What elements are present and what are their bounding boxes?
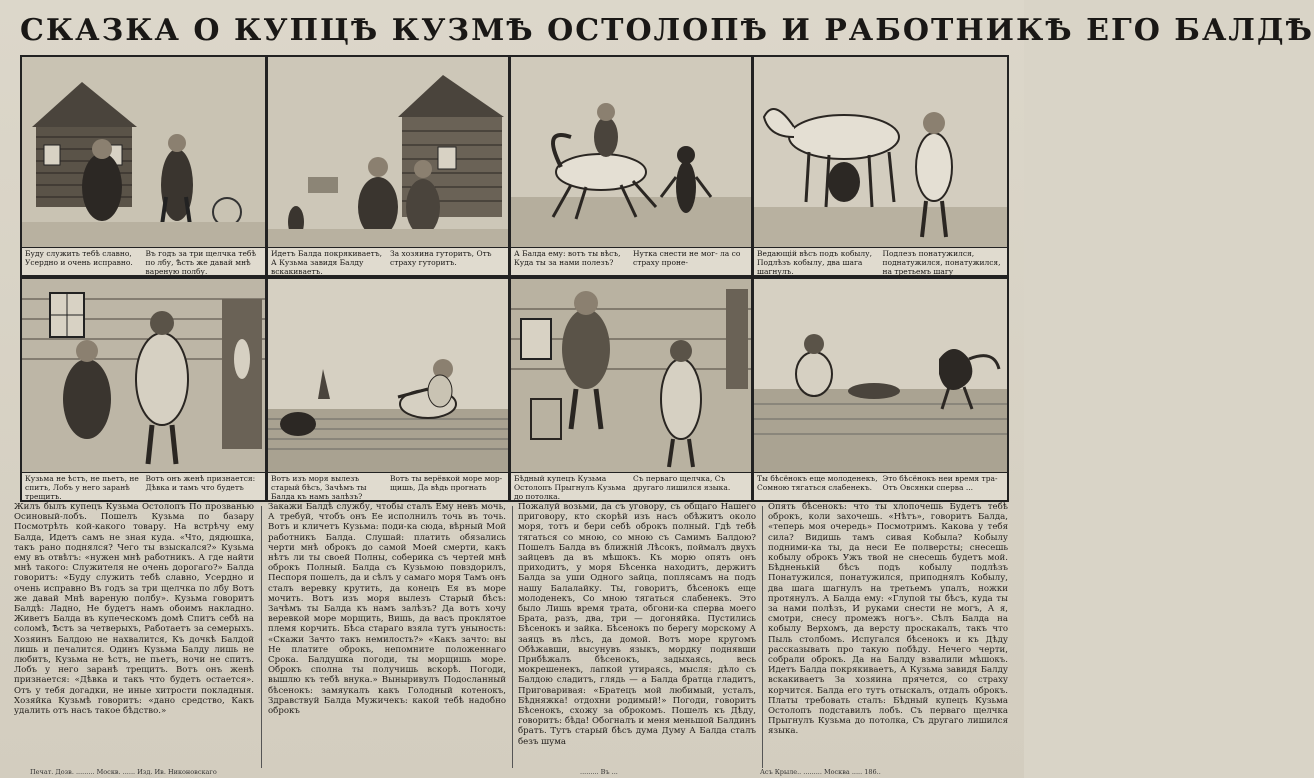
panel-2-illustration	[268, 57, 508, 247]
text-column-1: Жилъ былъ купецъ Кузьма Остолопъ По прозванью Осиновый-лобъ. Пошелъ Кузьма по базару Посмотрѣть кой-какого товару. На встрѣчу ему Балда, Идетъ самъ не зная куда. «Что, дядюшка, такъ рано поднялся? Чего ты взыскался?» Кузьма ему въ отвѣтъ: «нужен мнѣ работникъ. А где найти мнѣ такого: Служителя не очень дорогаго?» Балда говоритъ: «Буду служить тебѣ славно, Усердно и очень исправно Въ годъ за три щелчка по лбу Вотъ же давай Мнѣ вареную полбу». Кузьма говоритъ Балдѣ: Ладно, Не будетъ намъ обоимъ накладно. Живетъ Балда въ купеческомъ домѣ Спитъ себѣ на соломѣ, Ѣстъ за четверыхъ, Работаетъ за семерыхъ. Хозяинъ Балдою не нахвалится, Къ дочкѣ Балдой лишь и печалится. Одинъ Кузьма Балду лишь не любитъ, Кузьма не ѣстъ, не пьетъ, ночи не спитъ. Лобъ у него заранѣ трещитъ. Вотъ онъ женѣ признается: «Дѣвка и такъ что будетъ остается». Отъ у тебя догадки, не иные хитрости покладныя. Хозяйка Кузьмѣ говоритъ: «дано средство, Какъ удалить отъ насъ такое бѣдство.»	[14, 502, 254, 717]
panel-6-illustration	[268, 279, 508, 472]
panel-3-caption-right: Нутка снести не мог- ла со страху проне-	[633, 249, 741, 267]
text-column-4: Опять бѣсенокъ: что ты хлопочешь Будетъ тебѣ оброкъ, коли захочешь. «Нѣтъ», говоритъ Балда, «теперь моя очередь» Посмотримъ. Какова у тебя сила? Видишь тамъ сивая Кобыла? Кобылу подними-ка ты, да неси Ее полверсты; снесешь кобылу оброкъ Ужъ твой не снесешь будетъ мой. Бѣдненькій бѣсъ подъ кобылу подлѣзъ Понатужился, понатужился, приподнялъ Кобылу, два шага шагнулъ на третьемъ упалъ, ножки протянулъ. А Балда ему: «Глупой ты бѣсъ, куда ты за нами полѣзъ, И руками снести не могъ, А я, смотри, снесу промежъ ногъ». Сѣлъ Балда на кобылу Верхомъ, да версту проскакалъ, такъ что Пыль столбомъ. Испугался бѣсенокъ и къ Дѣду рассказывать про такую побѣду. Нечего черти, собрали оброкъ. Да на Балду взвалили мѣшокъ. Идетъ Балда покрякиваетъ, А Кузьма завидя Балду вскакиваетъ За хозяина прячется, со страху корчится. Балда его тутъ отыскалъ, отдалъ оброкъ. Платы требовать сталъ: Бѣдный купецъ Кузьма Остолопъ подставилъ лобъ. Съ перваго щелчка Прыгнулъ Кузьма до потолка, Съ другаго лишился языка.	[768, 502, 1008, 737]
panel-1-illustration	[22, 57, 265, 247]
panel-4	[752, 55, 1009, 277]
panel-8	[752, 277, 1009, 502]
panel-3	[509, 55, 753, 277]
panel-4-caption-right: Подлезъ понатужился, поднатужился, понатужился, на третьемъ шагу	[882, 249, 1001, 276]
text-column-2: Закажи Балдѣ службу, чтобы сталъ Ему невъ мочь, А требуй, чтобъ онъ Ее исполнилъ точь въ точь. Вотъ и кличетъ Кузьма: поди-ка сюда, вѣрный Мой работникъ Балда. Слушай: платить обязались черти мнѣ оброкъ до самой Моей смерти, какъ нѣтъ ли ты своей Полны, соберика съ чертей мнѣ оброкъ Полный. Балда съ Кузьмою повздорилъ, Песпоря пошелъ, да и сѣлъ у самаго моря Тамъ онъ сталъ веревку крутить, да конецъ Ея въ море мочить. Вотъ изъ моря вылезъ Старый бѣсъ: Зачѣмъ ты Балда къ намъ залѣзъ? Да вотъ хочу веревкой море морщить, Вишь, да васъ проклятое племя корчить. Бѣса стараго взяла тутъ уныность: «Скажи Зачто такъ немилость?» «Какъ зачто: вы Не платите оброкъ, непомните положеннаго Срока. Балдушка погоди, ты морщишь море. Оброкъ сполна ты получишь вскорѣ. Погоди, вышлю къ тебѣ внука.» Выныривулъ Подосланный бѣсенокъ: замяукалъ какъ Голодный котенокъ, Здравствуй Балда Мужичекъ: какой тебѣ надобно оброкъ	[268, 502, 506, 717]
panel-4-illustration	[754, 57, 1007, 247]
panel-7-caption-right: Съ перваго щелчка, Съ другаго лишился языка.	[633, 474, 731, 492]
panel-5	[20, 277, 267, 502]
panel-1	[20, 55, 267, 277]
panel-8-caption-left: Ты бѣсёнокъ еще молоденекъ, Сомною тягаться слабенекъ.	[757, 474, 878, 492]
panel-7	[509, 277, 753, 502]
panel-8-caption	[754, 472, 1007, 500]
panel-6-caption-right: Вотъ ты верёвкой море мор- щишь, Да вѣдь прогнать	[390, 474, 503, 492]
panel-5-caption	[22, 472, 265, 500]
panel-5-caption-left: Кузьма не ѣстъ, не пьетъ, не спитъ, Лобъ у него заранѣ трещитъ.	[25, 474, 139, 501]
imprint-note-3: ......... Въ ...	[580, 768, 618, 776]
panel-7-caption-left: Бѣдный купецъ Кузьма Остолопъ Прыгнулъ Кузьма до потолка.	[514, 474, 626, 501]
panel-2-caption	[268, 247, 508, 275]
panel-1-caption-left: Буду служить тебѣ славно, Усердно и очень исправно.	[25, 249, 133, 267]
imprint-note-4: Асъ Крыле.. ......... Москва ..... 186..	[760, 768, 881, 776]
panel-2	[266, 55, 510, 277]
text-columns	[14, 502, 1010, 774]
panel-4-caption-left: Ведающій вѣсъ подъ кобылу, Подлѣзъ кобылу, два шага шагнулъ.	[757, 249, 872, 276]
panel-1-caption-right: Въ годъ за три щелчка тебѣ по лбу, Ѣсть же давай мнѣ вареную полбу.	[145, 249, 256, 276]
panel-3-caption	[511, 247, 751, 275]
panel-7-caption	[511, 472, 751, 500]
panel-6-caption-left: Вотъ изъ моря вылезъ старый бѣсъ, Зачѣмъ ты Балда къ намъ залѣзъ?	[271, 474, 367, 501]
panel-8-caption-right: Это бѣсёнокъ неи время тра- Отъ Овсянки сперва ...	[882, 474, 998, 492]
panel-6-caption	[268, 472, 508, 500]
panel-2-caption-left: Идетъ Балда покрякиваетъ, А Кузьма завидя Балду вскакиваетъ.	[271, 249, 382, 276]
panel-1-caption	[22, 247, 265, 275]
panel-8-illustration	[754, 279, 1007, 472]
panel-2-caption-right: За хозяина гуторитъ, Отъ страху гуторитъ.	[390, 249, 492, 267]
illustration-grid	[20, 55, 1005, 501]
imprint-note-1: Печат. Дозв. ......... Москв. ...... Изд. Ив. Никоновскаго	[30, 768, 217, 776]
text-column-3: Пожалуй возьми, да съ уговору, съ общаго Нашего приговору, кто скорѣй изъ насъ обѣжитъ около моря, тотъ и бери себѣ оброкъ полный. Гдѣ тебѣ тягаться со мною, со мною съ Самимъ Балдою? Пошелъ Балда въ ближній Лѣсокъ, поймалъ двухъ зайцевъ да въ мѣшокъ. Къ морю опять онъ приходитъ, у моря Бѣсенка находитъ, держитъ Балда за уши Одного зайца, поплясамъ на подъ нашу Балалайку. Ты, говоритъ, бѣсенокъ еще молоденекъ, Со мною тягаться слабенекъ. Это было Лишь время трата, обгони-ка сперва моего Брата, разъ, два, три — догоняйка. Пустились Бѣсенокъ и зайка. Бѣсенокъ по берегу морскому А заяцъ въ лѣсъ, да домой. Вотъ море кругомъ Обѣжавши, высунувъ языкъ, мордку поднявши Прибѣжалъ бѣсенокъ, задыхаясь, весь мокрешенекъ, лапкой утираясь, мысля: дѣло съ Балдою сладитъ, глядь — а Балда братца гладитъ, Приговаривая: «Братецъ мой любимый, усталъ, Бѣдняжка! отдохни родимый!» Погоди, говоритъ Бѣсенокъ, схожу за оброкомъ. Пошелъ къ Дѣду, говоритъ: бѣда! Обогналъ и меня меньшой Балдинъ братъ. Тутъ старый бѣсъ дума Думу А Балда сталъ безъ шума	[518, 502, 756, 747]
panel-6	[266, 277, 510, 502]
panel-5-caption-right: Вотъ онъ женѣ признается: Дѣвка и тамъ что будетъ	[145, 474, 256, 492]
panel-7-illustration	[511, 279, 751, 472]
panel-5-illustration	[22, 279, 265, 472]
panel-3-illustration	[511, 57, 751, 247]
column-divider	[261, 506, 262, 768]
column-divider	[512, 506, 513, 768]
panel-4-caption	[754, 247, 1007, 275]
page-title: СКАЗКА О КУПЦѢ КУЗМѢ ОСТОЛОПѢ И РАБОТНИКѢ ЕГО БАЛДѢ	[20, 13, 1314, 48]
panel-3-caption-left: А Балда ему: вотъ ты вѣсъ, Куда ты за нами полезъ?	[514, 249, 621, 267]
column-divider	[762, 506, 763, 768]
